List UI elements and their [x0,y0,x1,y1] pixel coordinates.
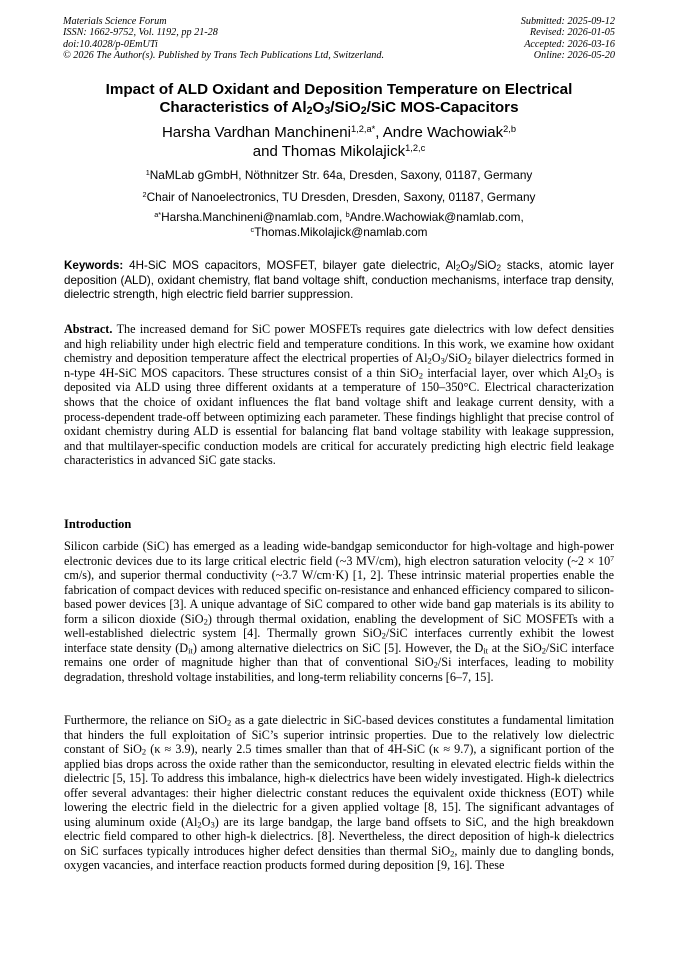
author-list [50,124,628,161]
revised-date: Revised: 2026-01-05 [529,27,615,39]
journal-header-right [395,16,615,62]
author-name: Thomas Mikolajick [281,142,406,160]
author-name: Andre Wachowiak [382,124,504,141]
accepted-date: Accepted: 2026-03-16 [524,38,615,50]
authors-line-2: and Thomas Mikolajick$^{1,2,c}$ [252,142,426,160]
email-link[interactable]: Harsha.Manchineni@namlab.com, [161,210,346,224]
title-line-1: Impact of ALD Oxidant and Deposition Temperature on Electrical [105,81,573,98]
keywords-section: Keywords: 4H-SiC MOS capacitors, MOSFET, bilayer gate dielectric, $Al_2O_3/SiO_2$ stacks, atomic layer deposition (ALD), oxidant chemistry, flat band voltage shift, conduction mechanisms, interface trap density, dielectric strength, high electric field barrier suppression. [64,259,614,302]
paper-title [50,81,628,116]
doi: doi:10.4028/p-0EmUTi [63,38,158,50]
journal-header-left [63,16,443,62]
title-line-2: Characteristics of $Al_2O_3/SiO_2$/SiC MOS-Capacitors [159,98,519,117]
affiliation-1: $^1$NaMLab gGmbH, Nöthnitzer Str. 64a, Dresden, Saxony, 01187, Germany [145,167,533,182]
copyright: © 2026 The Author(s). Published by Trans Tech Publications Ltd, Switzerland. [63,50,385,62]
journal-name: Materials Science Forum [63,16,167,27]
online-date: Online: 2026-05-20 [533,50,615,62]
submitted-date: Submitted: 2025-09-12 [520,16,615,27]
author-emails: $^{a*}$Harsha.Manchineni@namlab.com, $^b$Andre.Wachowiak@namlab.com, $^c$Thomas.Mikolajick@namlab.com [154,209,524,239]
affiliation-2: $^2$Chair of Nanoelectronics, TU Dresden, Dresden, Saxony, 01187, Germany [142,189,536,204]
issn-volume: ISSN: 1662-9752, Vol. 1192, pp 21-28 [63,27,218,39]
keywords-label: Keywords: [64,259,124,272]
author-name: Harsha Vardhan Manchineni [161,124,351,141]
abstract-section: Abstract. The increased demand for SiC power MOSFETs requires gate dielectrics with low defect densities and high reliability under high electric field and temperature conditions. In this work, we examine how oxidant chemistry and deposition temperature affect the electrical properties of $Al_2O_3/SiO_2$ bilayer dielectrics formed in n-type 4H-SiC MOS capacitors. These structures consist of a thin SiO$_2$ interfacial layer, over which $Al_2O_3$ is deposited via ALD using three different oxidants at a temperature of 150–350°C. Electrical characterization shows that the choice of oxidant influences the flat band voltage shift and leakage current density, with a process-dependent trade-off between optimizing each parameter. These findings highlight that precise control of oxidant chemistry during ALD is essential for balancing flat band voltage stability with leakage suppression, and that multilayer-specific conduction models are critical for accurately predicting high electric field leakage characteristics in advanced SiC gate stacks. [64,322,614,468]
email-link[interactable]: Andre.Wachowiak@namlab.com, [349,210,524,224]
introduction-paragraph-1: Silicon carbide (SiC) has emerged as a leading wide-bandgap semiconductor for high-voltage and high-power electronic devices due to its large critical electric field (~3 MV/cm), high electron saturation velocity (~2 × $10^7$ cm/s), and superior thermal conductivity (~3.7 W/cm·K) [1, 2]. These intrinsic material properties enable the fabrication of compact devices with reduced specific on-resistance and enhanced efficiency compared to silicon-based power devices [3]. A unique advantage of SiC compared to other wide band gap materials is its ability to form a silicon dioxide (SiO$_2$) through thermal oxidation, enabling the development of SiC MOSFETs with a well-established dielectric system [4]. Thermally grown SiO$_2$/SiC interfaces currently exhibit the lowest interface state density $(D_{it})$ among alternative dielectrics on SiC [5]. However, the $D_{it}$ at the SiO$_2$/SiC interface remains one order of magnitude higher than that of conventional SiO$_2$/Si interfaces, leading to mobility degradation, threshold voltage instabilities, and long-term reliability concerns [6–7, 15]. [64,539,615,684]
introduction-paragraph-2: Furthermore, the reliance on SiO$_2$ as a gate dielectric in SiC-based devices constitutes a fundamental limitation that hinders the full exploitation of SiC’s superior intrinsic properties. Due to the relatively low dielectric constant of SiO$_2$ (κ ≈ 3.9), nearly 2.5 times smaller than that of 4H-SiC (κ ≈ 9.7), a significant portion of the applied bias drops across the oxide rather than the semiconductor, resulting in elevated electric fields within the dielectric [5, 15]. To address this imbalance, high-κ dielectrics have been widely investigated. High-k dielectrics offer several advantages: their higher dielectric constant reduces the equivalent oxide thickness (EOT) while lowering the electric field in the dielectric for a given applied voltage [8, 15]. The significant advantages of using aluminum oxide $(Al_2O_3)$ are its large bandgap, the large band offsets to SiC, and the high breakdown electric field compared to other high-k dielectrics. [8]. Nevertheless, the direct deposition of high-k dielectrics on SiC surfaces typically introduces higher defect densities than thermal SiO$_2$, mainly due to dangling bonds, oxygen vacancies, and interface reaction products formed during deposition [9, 16]. These [64,713,615,873]
section-heading-introduction: Introduction [64,517,132,531]
authors-line-1: Harsha Vardhan Manchineni$^{1,2,a*}$, Andre Wachowiak$^{2,b}$ [161,123,517,141]
email-link[interactable]: Thomas.Mikolajick@namlab.com [254,224,428,239]
abstract-label: Abstract. [64,322,113,336]
